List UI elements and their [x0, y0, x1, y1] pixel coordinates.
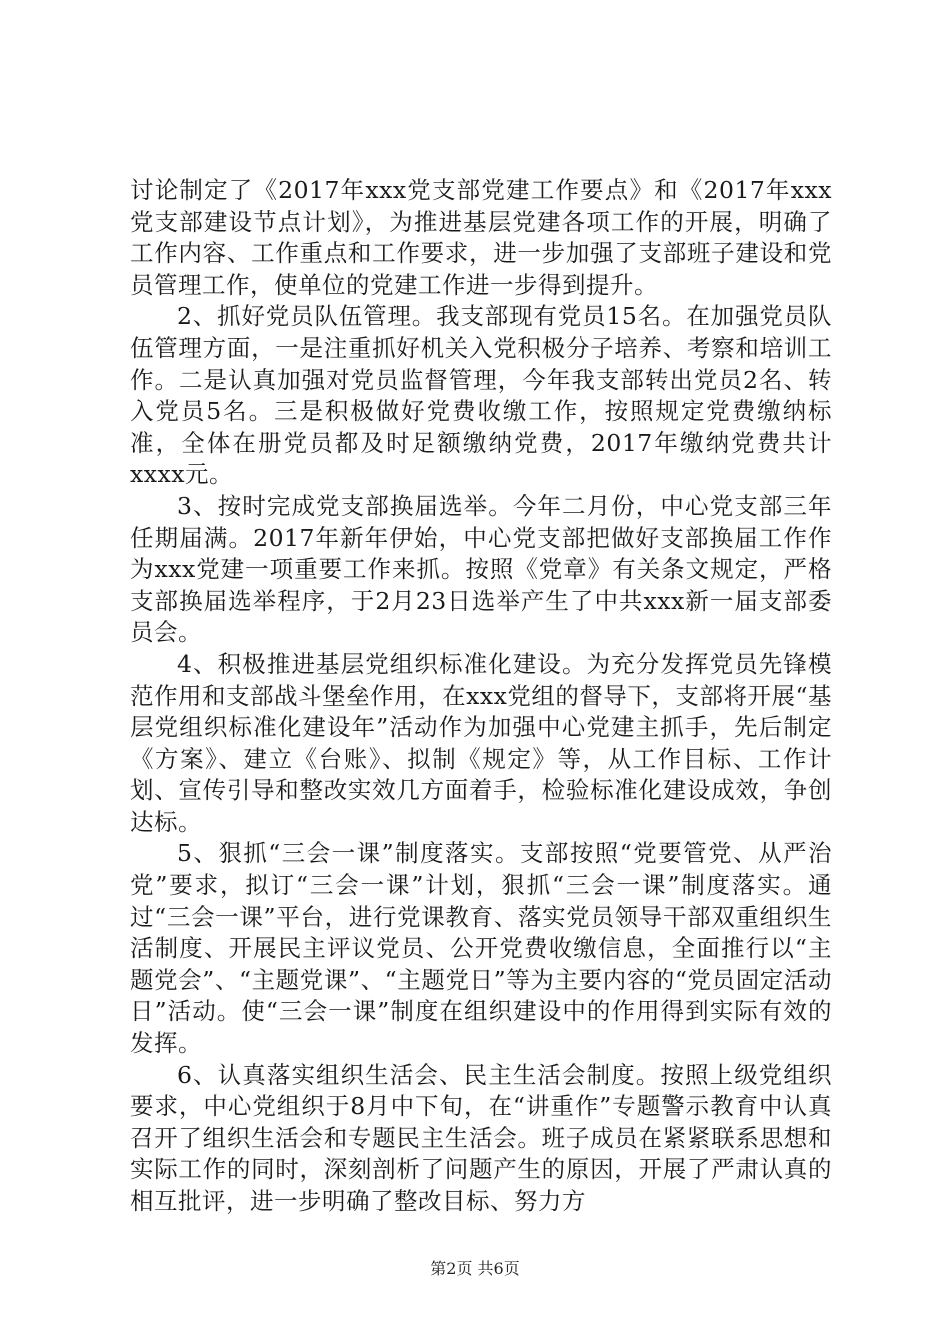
paragraph-member-management: 2、抓好党员队伍管理。我支部现有党员15名。在加强党员队伍管理方面，一是注重抓好机关入党积极分子培养、考察和培训工作。二是认真加强对党员监督管理，今年我支部转出党员2名、转入党员5名。三是积极做好党费收缴工作，按照规定党费缴纳标准，全体在册党员都及时足额缴纳党费，2017年缴纳党费共计xxxx元。: [130, 302, 832, 489]
paragraph-branch-election: 3、按时完成党支部换届选举。今年二月份，中心党支部三年任期届满。2017年新年伊始，中心党支部把做好支部换届工作作为xxx党建一项重要工作来抓。按照《党章》有关条文规定，严格支部换届选举程序，于2月23日选举产生了中共xxx新一届支部委员会。: [130, 491, 832, 647]
paragraph-standardization: 4、积极推进基层党组织标准化建设。为充分发挥党员先锋模范作用和支部战斗堡垒作用，在xxx党组的督导下，支部将开展“基层党组织标准化建设年”活动作为加强中心党建主抓手，先后制定《方案》、建立《台账》、拟制《规定》等，从工作目标、工作计划、宣传引导和整改实效几方面着手，检验标准化建设成效，争创达标。: [130, 649, 832, 836]
paragraph-three-meetings: 5、狠抓“三会一课”制度落实。支部按照“党要管党、从严治党”要求，拟订“三会一课”计划，狠抓“三会一课”制度落实。通过“三会一课”平台，进行党课教育、落实党员领导干部双重组织生活制度、开展民主评议党员、公开党费收缴信息，全面推行以“主题党会”、“主题党课”、“主题党日”等为主要内容的“党员固定活动日”活动。使“三会一课”制度在组织建设中的作用得到实际有效的发挥。: [130, 839, 832, 1058]
paragraph-continuation: 讨论制定了《2017年xxx党支部党建工作要点》和《2017年xxx党支部建设节点计划》，为推进基层党建各项工作的开展，明确了工作内容、工作重点和工作要求，进一步加强了支部班子建设和党员管理工作，使单位的党建工作进一步得到提升。: [130, 176, 832, 299]
page-number-footer: 第2页 共6页: [430, 1259, 520, 1278]
paragraph-organization-life: 6、认真落实组织生活会、民主生活会制度。按照上级党组织要求，中心党组织于8月中下旬，在“讲重作”专题警示教育中认真召开了组织生活会和专题民主生活会。班子成员在紧紧联系思想和实际工作的同时，深刻剖析了问题产生的原因，开展了严肃认真的相互批评，进一步明确了整改目标、努力方: [130, 1060, 832, 1215]
document-body: [130, 175, 832, 1218]
